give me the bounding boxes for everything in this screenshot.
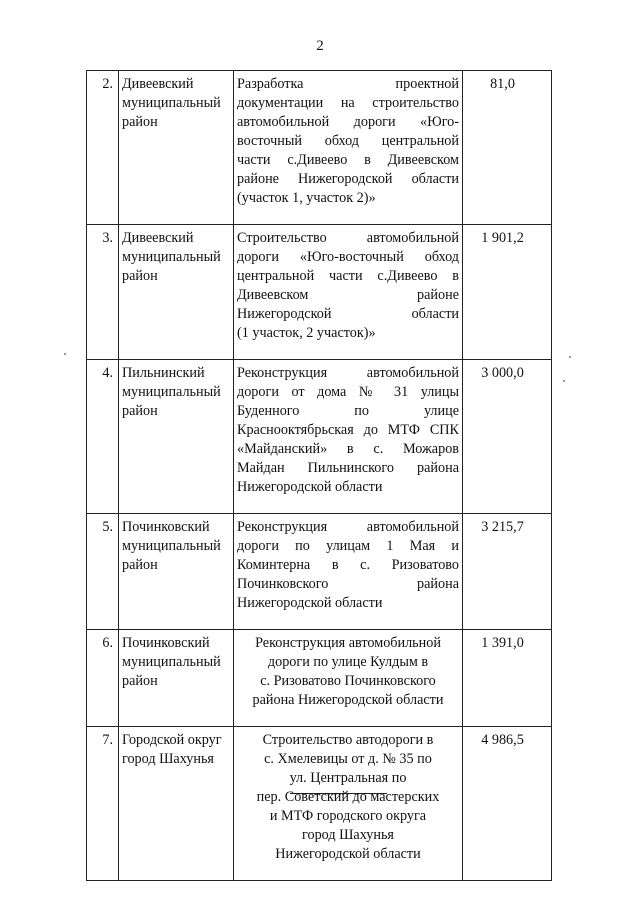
description-line: ул. Центральная по [289,770,407,786]
district-line: муниципальный [122,384,221,400]
district-line: район [122,403,158,419]
description-line: Дивеевском районе [237,287,459,303]
description-line: (участок 1, участок 2)» [237,190,376,206]
description-line: Краснооктябрьская до МТФ СПК [237,422,459,438]
row-number: 6. [87,630,119,727]
amount-cell: 1 391,0 [463,630,552,727]
row-number: 3. [87,225,119,360]
description-line: части с.Дивеево в Дивеевском [237,152,459,168]
description-cell [234,630,463,727]
description-line: районе Нижегородской области [237,171,459,187]
district-line: муниципальный [122,95,221,111]
district-cell [119,360,234,514]
description-line: района Нижегородской области [252,692,444,708]
end-of-document-line [290,793,387,794]
district-line: Починковский [122,635,210,651]
amount-cell: 81,0 [463,71,552,225]
description-line: центральной части с.Дивеево в [237,268,459,284]
description-line: с. Хмелевицы от д. № 35 по [264,751,432,767]
table-row [87,360,552,514]
description-line: город Шахунья [302,827,394,843]
description-line: автомобильной дороги «Юго- [237,114,459,130]
description-line: Буденного по улице [237,403,459,419]
description-line: Нижегородской области [237,306,459,322]
description-line: Разработка проектной [237,76,459,92]
amount-cell: 4 986,5 [463,727,552,881]
table-row [87,630,552,727]
scan-speck [64,353,66,355]
district-cell [119,225,234,360]
description-line: (1 участок, 2 участок)» [237,325,376,341]
amount-cell: 1 901,2 [463,225,552,360]
district-line: район [122,673,158,689]
district-line: муниципальный [122,249,221,265]
table-row [87,225,552,360]
scan-speck [563,380,565,382]
row-number: 4. [87,360,119,514]
district-cell [119,630,234,727]
description-cell [234,360,463,514]
district-line: район [122,557,158,573]
district-cell [119,727,234,881]
description-line: Коминтерна в с. Ризоватово [237,557,459,573]
description-cell [234,71,463,225]
table-row [87,727,552,881]
district-line: Дивеевский [122,76,194,92]
district-cell [119,514,234,630]
description-line: Реконструкция автомобильной [237,519,459,535]
description-line: дороги от дома № 31 улицы [237,384,459,400]
amount-cell: 3 215,7 [463,514,552,630]
district-cell [119,71,234,225]
table-body [87,71,552,881]
district-line: Пильнинский [122,365,205,381]
row-number: 7. [87,727,119,881]
description-cell [234,727,463,881]
table-row [87,514,552,630]
description-line: Реконструкция автомобильной [237,365,459,381]
amount-cell: 3 000,0 [463,360,552,514]
description-line: Починковского района [237,576,459,592]
district-line: город Шахунья [122,751,214,767]
description-line: восточный обход центральной [237,133,459,149]
description-cell [234,514,463,630]
district-line: Городской округ [122,732,222,748]
description-line: Реконструкция автомобильной [255,635,441,651]
description-line: дороги по улице Кулдым в [267,654,429,670]
description-line: «Майданский» в с. Можаров [237,441,459,457]
row-number: 5. [87,514,119,630]
district-line: муниципальный [122,538,221,554]
description-line: дороги по улицам 1 Мая и [237,538,459,554]
description-line: Нижегородской области [275,846,421,862]
row-number: 2. [87,71,119,225]
description-line: Строительство автодороги в [262,732,434,748]
district-line: район [122,268,158,284]
description-cell [234,225,463,360]
description-line: Нижегородской области [237,479,383,495]
page-number: 2 [316,38,324,54]
table-row [87,71,552,225]
scan-speck [569,356,571,358]
description-line: с. Ризоватово Починковского [260,673,436,689]
district-line: район [122,114,158,130]
description-line: пер. Советский до мастерских [256,789,440,805]
description-line: Строительство автомобильной [237,230,459,246]
description-line: документации на строительство [237,95,459,111]
district-line: Починковский [122,519,210,535]
roads-table [86,70,552,881]
description-line: Нижегородской области [237,595,383,611]
district-line: Дивеевский [122,230,194,246]
district-line: муниципальный [122,654,221,670]
description-line: Майдан Пильнинского района [237,460,459,476]
description-line: дороги «Юго-восточный обход [237,249,459,265]
description-line: и МТФ городского округа [269,808,427,824]
